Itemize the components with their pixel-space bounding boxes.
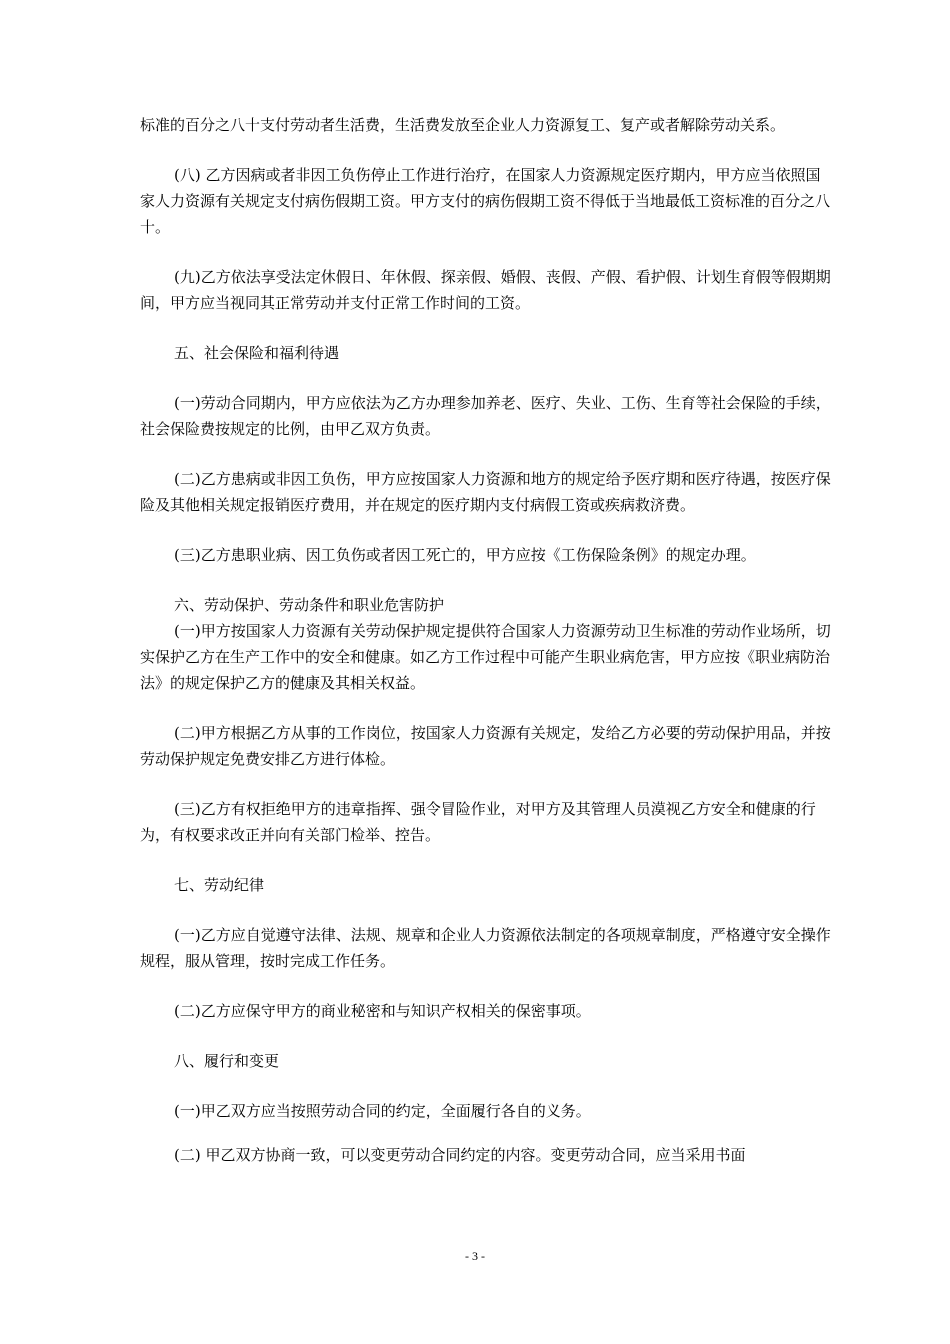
paragraph-item-9: (九)乙方依法享受法定休假日、年休假、探亲假、婚假、丧假、产假、看护假、计划生育假等假期期间，甲方应当视同其正常劳动并支付正常工作时间的工资。 — [140, 268, 831, 312]
document-body — [140, 112, 834, 1168]
paragraph-insurance-3: (三)乙方患职业病、因工负伤或者因工死亡的，甲方应按《工伤保险条例》的规定办理。 — [174, 546, 756, 564]
paragraph-discipline-1: (一)乙方应自觉遵守法律、法规、规章和企业人力资源依法制定的各项规章制度，严格遵守安全操作规程，服从管理，按时完成工作任务。 — [140, 926, 831, 970]
paragraph-performance-2: (二) 甲乙双方协商一致，可以变更劳动合同约定的内容。变更劳动合同，应当采用书面 — [174, 1146, 746, 1164]
paragraph-insurance-1: (一)劳动合同期内，甲方应依法为乙方办理参加养老、医疗、失业、工伤、生育等社会保险的手续，社会保险费按规定的比例，由甲乙双方负责。 — [140, 394, 831, 438]
paragraph-protection-3: (三)乙方有权拒绝甲方的违章指挥、强令冒险作业，对甲方及其管理人员漠视乙方安全和健康的行为，有权要求改正并向有关部门检举、控告。 — [140, 800, 816, 844]
section-heading-labor-protection: 六、劳动保护、劳动条件和职业危害防护 — [174, 596, 445, 614]
paragraph-continuation: 标准的百分之八十支付劳动者生活费，生活费发放至企业人力资源复工、复产或者解除劳动关系。 — [140, 116, 786, 134]
paragraph-performance-1: (一)甲乙双方应当按照劳动合同的约定，全面履行各自的义务。 — [174, 1102, 591, 1120]
paragraph-protection-2: (二)甲方根据乙方从事的工作岗位，按国家人力资源有关规定，发给乙方必要的劳动保护用品，并按劳动保护规定免费安排乙方进行体检。 — [140, 724, 831, 768]
section-heading-labor-discipline: 七、劳动纪律 — [174, 876, 265, 894]
section-heading-performance-change: 八、履行和变更 — [174, 1052, 280, 1070]
page-number: - 3 - — [465, 1249, 485, 1263]
paragraph-protection-1: (一)甲方按国家人力资源有关劳动保护规定提供符合国家人力资源劳动卫生标准的劳动作业场所，切实保护乙方在生产工作中的安全和健康。如乙方工作过程中可能产生职业病危害，甲方应按《职业病防治法》的规定保护乙方的健康及其相关权益。 — [140, 622, 831, 692]
paragraph-insurance-2: (二)乙方患病或非因工负伤，甲方应按国家人力资源和地方的规定给予医疗期和医疗待遇，按医疗保险及其他相关规定报销医疗费用，并在规定的医疗期内支付病假工资或疾病救济费。 — [140, 470, 831, 514]
paragraph-item-8: (八) 乙方因病或者非因工负伤停止工作进行治疗，在国家人力资源规定医疗期内，甲方应当依照国家人力资源有关规定支付病伤假期工资。甲方支付的病伤假期工资不得低于当地最低工资标准的百分之八十。 — [140, 166, 831, 236]
section-heading-social-insurance: 五、社会保险和福利待遇 — [174, 344, 340, 362]
paragraph-discipline-2: (二)乙方应保守甲方的商业秘密和与知识产权相关的保密事项。 — [174, 1002, 591, 1020]
